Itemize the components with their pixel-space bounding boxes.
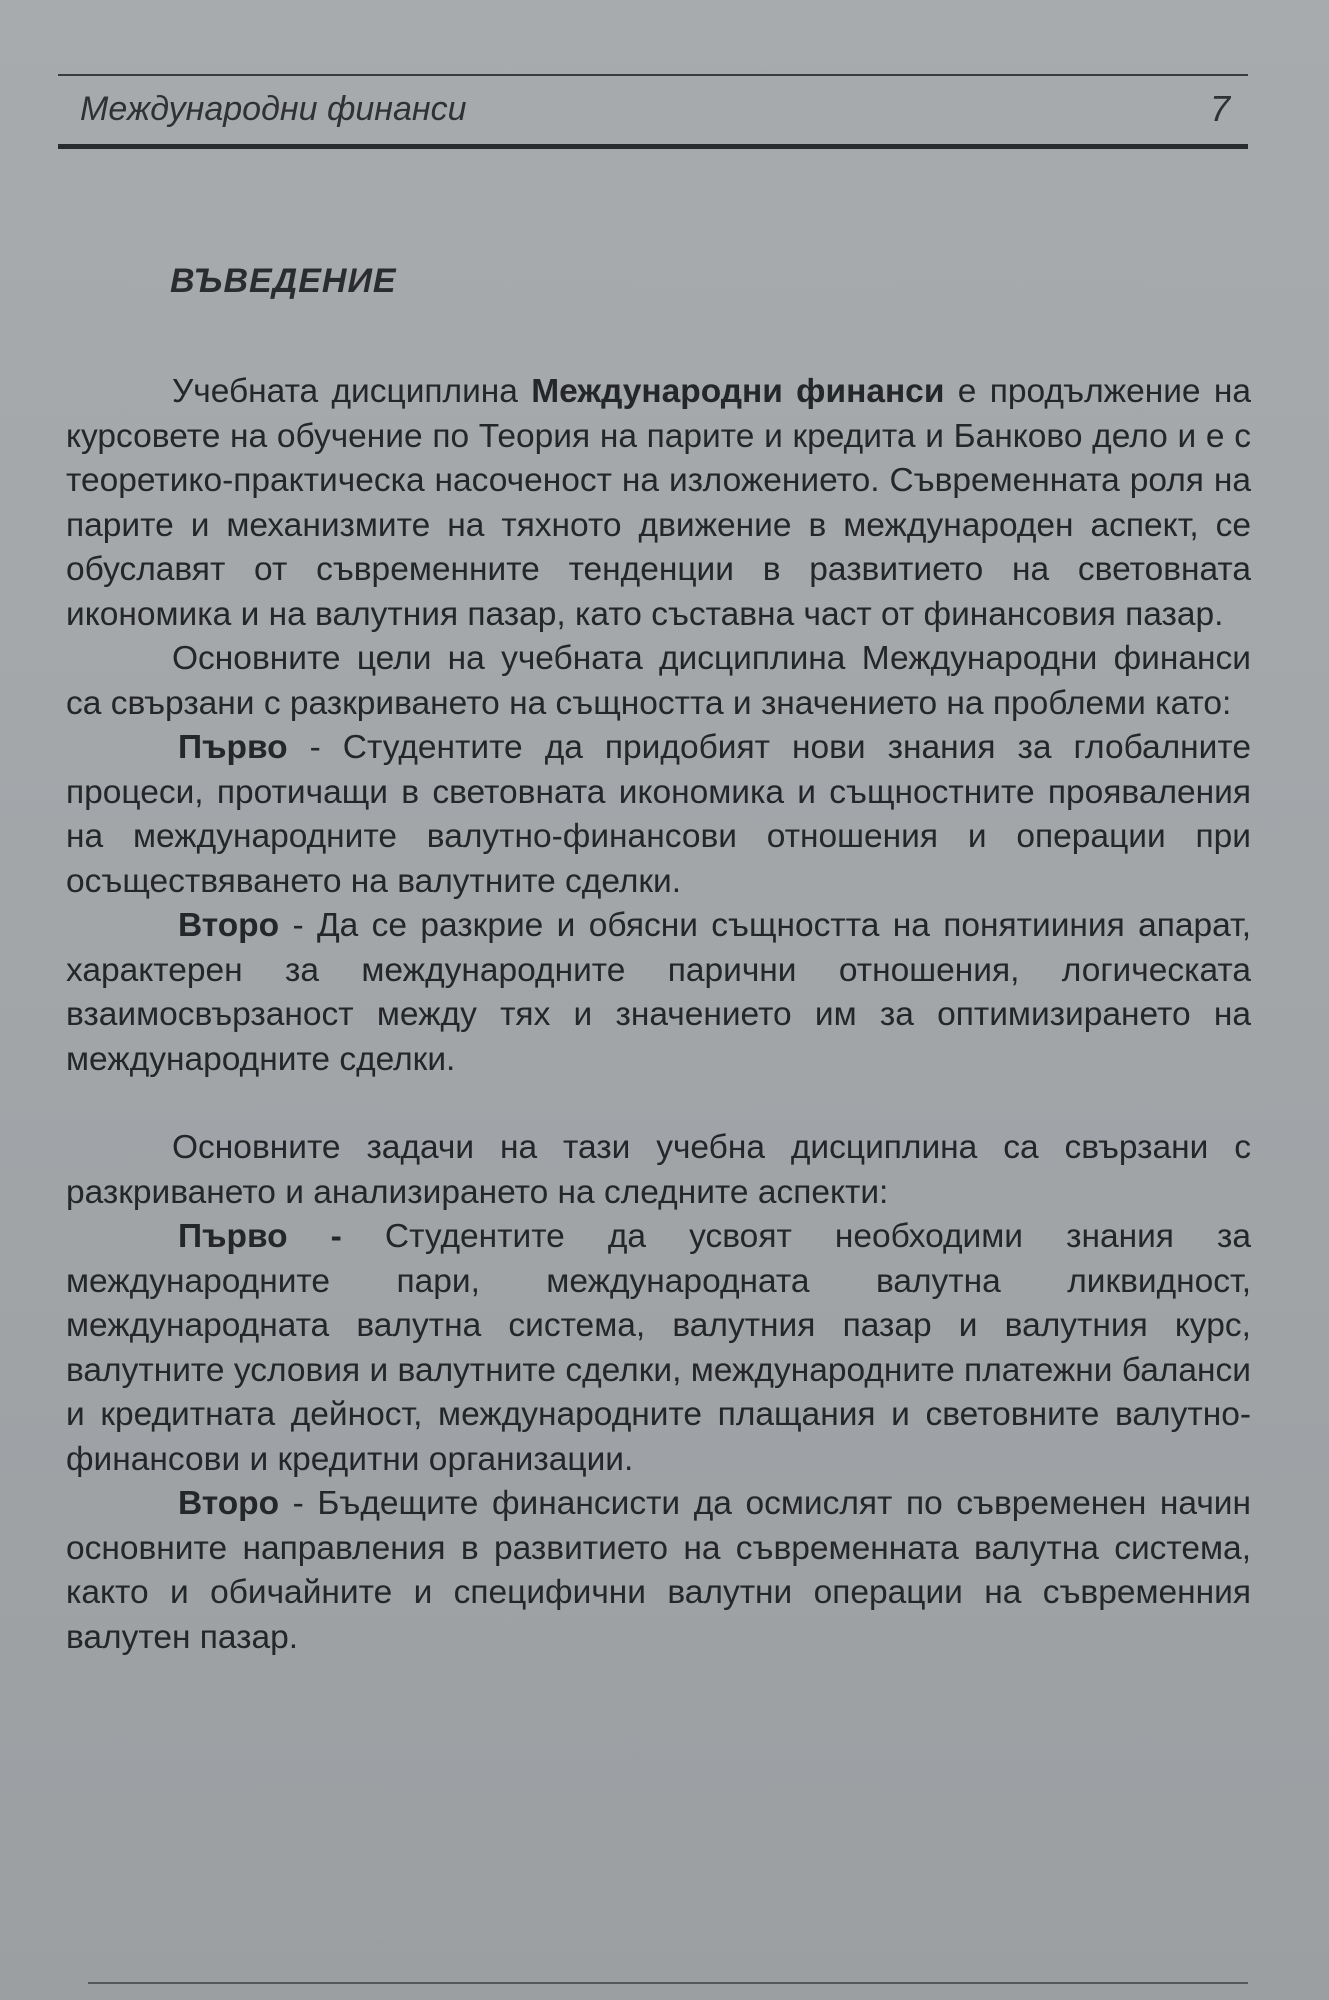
body-text — [66, 370, 1251, 1660]
goal-second-text: - Да се разкрие и обясни същността на понятииния апарат, характерен за международните парични отношения, логическата взаимосвързаност между тях и значението им за оптимизирането на международните сделки. — [66, 907, 1251, 1078]
task-first-label: Първо - — [178, 1218, 342, 1255]
running-header — [58, 74, 1248, 149]
paragraph-goal-second — [66, 904, 1251, 1082]
goal-second-label: Второ — [178, 907, 280, 944]
paragraph-goals-text: Основните цели на учебната дисциплина Международни финанси са свързани с разкриването на същността и значението на проблеми като: — [66, 640, 1251, 722]
paragraph-tasks — [66, 1126, 1251, 1215]
paragraph-task-first — [66, 1215, 1251, 1482]
footer-rule — [88, 1982, 1248, 1984]
page-number: 7 — [1209, 88, 1230, 129]
section-title: ВЪВЕДЕНИЕ — [170, 262, 397, 300]
task-first-text: Студентите да усвоят необходими знания за международните пари, международната валутна ликвидност, международната валутна система, валутния пазар и валутния курс, валутните условия и валутните сделки, международните платежни баланси и кредитната дейност, международните плащания и световните валутно-финансови и кредитни организации. — [66, 1218, 1251, 1478]
paragraph-intro-post: е продължение на курсовете на обучение по Теория на парите и кредита и Банково дело и е с теоретико-практическа насоченост на изложението. Съвременната роля на парите и механизмите на тяхното движение в международен аспект, се обуславят от съвременните тенденции в развитието на световната икономика и на валутния пазар, като съставна част от финансовия пазар. — [66, 373, 1251, 633]
paragraph-tasks-text: Основните задачи на тази учебна дисциплина са свързани с разкриването и анализирането на следните аспекти: — [66, 1129, 1251, 1211]
course-name-bold: Международни финанси — [531, 373, 945, 410]
task-second-label: Второ — [178, 1485, 280, 1522]
task-second-text: - Бъдещите финансисти да осмислят по съвременен начин основните направления в развитието на съвременната валутна система, както и обичайните и специфични валутни операции на съвременния валутен пазар. — [66, 1485, 1251, 1656]
paragraph-goals — [66, 637, 1251, 726]
goal-first-text: - Студентите да придобият нови знания за глобалните процеси, протичащи в световната икономика и същностните прояваления на международните валутно-финансови отношения и операции при осъществяването на валутните сделки. — [66, 729, 1251, 900]
paragraph-intro-pre: Учебната дисциплина — [172, 373, 532, 410]
paragraph-intro — [66, 370, 1251, 637]
header-title: Международни финанси — [80, 90, 467, 128]
goal-first-label: Първо — [178, 729, 288, 766]
paragraph-goal-first — [66, 726, 1251, 904]
paragraph-task-second — [66, 1482, 1251, 1660]
